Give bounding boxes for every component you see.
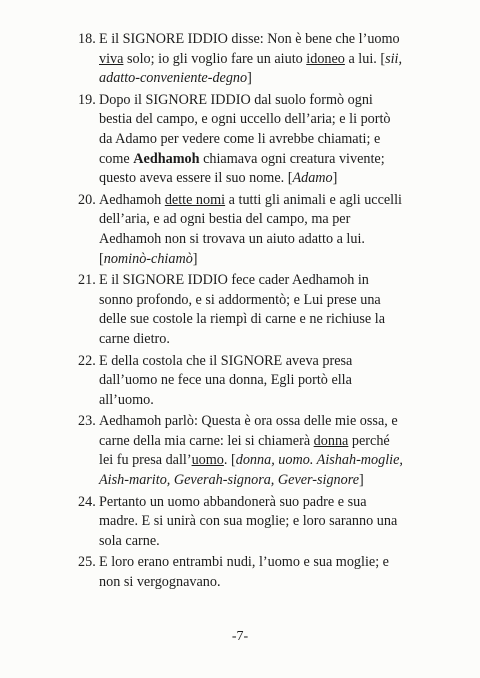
verse — [78, 91, 404, 189]
underlined-term: donna — [313, 432, 349, 449]
italic-note: nominò-chiamò — [103, 250, 193, 267]
text-segment: a tutti gli animali e agli uccelli dell’aria, e ad ogni bestia del campo, ma per Aedhamoh non si trovava un aiuto adatto a lui. [ — [99, 191, 403, 267]
verse — [78, 553, 404, 592]
text-segment: ] — [247, 70, 252, 87]
text-segment: Pertanto un uomo abbandonerà suo padre e sua madre. E si unirà con sua moglie; e loro saranno una sola carne. — [99, 493, 398, 549]
page-number: -7- — [231, 629, 249, 644]
verse-number: 21. — [78, 272, 96, 289]
text-segment: Aedhamoh — [99, 191, 165, 208]
text-segment: ] — [359, 472, 364, 489]
verse-text — [99, 272, 385, 347]
underlined-term: dette nomi — [164, 191, 226, 208]
verse-number: 25. — [78, 554, 96, 571]
text-segment: a lui. [ — [344, 50, 386, 67]
verse — [78, 191, 404, 269]
text-segment: E il SIGNORE IDDIO fece cader Aedhamoh in sonno profondo, e si addormentò; e Lui prese una delle sue costole la riempì di carne e ne richiuse la carne dietro. — [99, 272, 385, 347]
verse-text — [99, 92, 391, 186]
italic-note: donna, uomo. Aishah-moglie, Aish-marito, Geverah-signora, Gever-signore — [99, 452, 403, 489]
text-segment: E loro erano entrambi nudi, l’uomo e sua moglie; e non si vergognavano. — [99, 554, 389, 591]
text-segment: ] — [192, 250, 198, 267]
verse-number: 20. — [78, 191, 96, 208]
underlined-term: uomo — [191, 452, 224, 469]
verse-list — [78, 30, 404, 595]
verse — [78, 493, 404, 552]
verse-number: 23. — [78, 413, 96, 430]
text-segment: chiamava ogni creatura vivente; questo aveva essere il suo nome. [ — [99, 150, 385, 187]
verse-number: 24. — [78, 493, 96, 510]
verse — [78, 30, 404, 89]
underlined-term: viva — [99, 50, 124, 67]
text-segment: Dopo il SIGNORE IDDIO dal suolo formò ogni bestia del campo, e ogni uccello dell’aria; e li portò da Adamo per vedere come li avrebbe chiamati; e come — [99, 91, 391, 167]
verse-text — [99, 353, 352, 408]
text-segment: . [ — [223, 452, 236, 469]
underlined-term: idoneo — [306, 50, 345, 67]
text-segment: Aedhamoh parlò: Questa è ora ossa delle mie ossa, e carne della mia carne: lei si chiamerà — [99, 413, 398, 449]
verse-text — [99, 494, 397, 549]
verse-text — [99, 413, 403, 488]
italic-note: sii, adatto-conveniente-degno — [99, 50, 403, 87]
verse-number: 18. — [78, 31, 96, 47]
text-segment: perché lei fu presa dall’ — [99, 432, 390, 469]
verse-text — [99, 554, 389, 590]
verse — [78, 271, 404, 349]
verse-number: 22. — [78, 352, 96, 369]
verse-number: 19. — [78, 91, 96, 108]
bold-term: Aedhamoh — [133, 150, 200, 167]
italic-note: Adamo — [292, 170, 333, 187]
text-segment: ] — [332, 170, 338, 187]
text-segment: solo; io gli voglio fare un aiuto — [123, 50, 307, 67]
verse — [78, 412, 404, 490]
text-segment: E della costola che il SIGNORE aveva presa dall’uomo ne fece una donna, Egli portò ella all’uomo. — [99, 352, 353, 408]
verse-text — [99, 192, 402, 267]
verse — [78, 352, 404, 411]
verse-text — [99, 31, 402, 86]
text-segment: E il SIGNORE IDDIO disse: Non è bene che l’uomo — [99, 31, 400, 47]
